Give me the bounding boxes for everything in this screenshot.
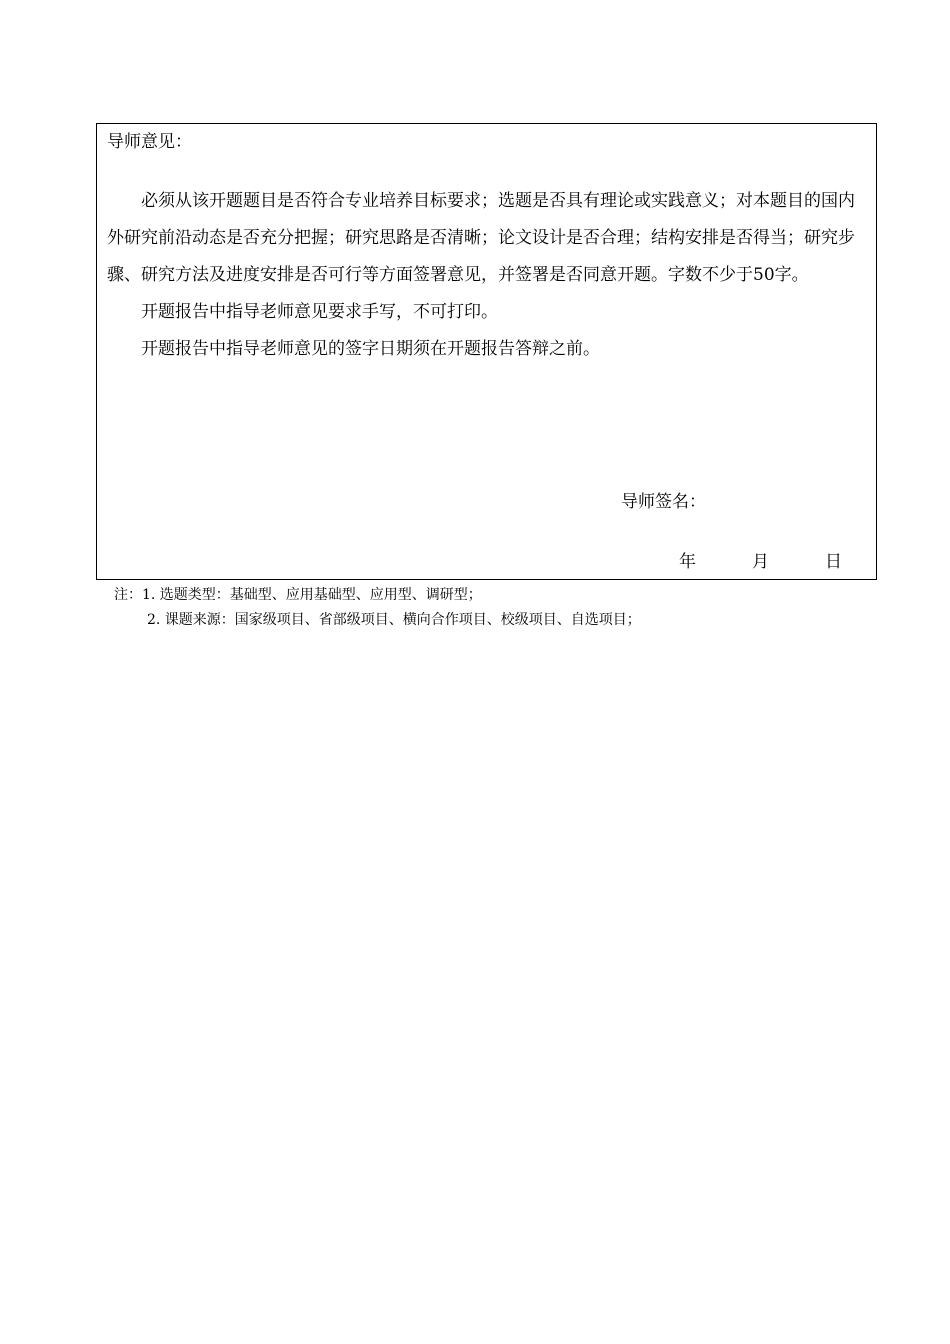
instruction-paragraph: 开题报告中指导老师意见要求手写，不可打印。 xyxy=(141,302,498,322)
instruction-paragraph: 必须从该开题题目是否符合专业培养目标要求；选题是否具有理论或实践意义；对本题目的国内外研究前沿动态是否充分把握；研究思路是否清晰；论文设计是否合理；结构安排是否得当；研究步骤、研究方法及进度安排是否可行等方面签署意见，并签署是否同意开题。字数不少于50字。 xyxy=(107,191,855,285)
instruction-paragraph: 开题报告中指导老师意见的签字日期须在开题报告答辩之前。 xyxy=(141,339,600,359)
signature-date xyxy=(679,550,842,574)
date-year-label: 年 xyxy=(679,552,696,572)
date-month-label: 月 xyxy=(752,552,769,572)
note-topic-type: 注：1. 选题类型：基础型、应用基础型、应用型、调研型； xyxy=(114,587,482,603)
advisor-signature-label: 导师签名： xyxy=(621,492,706,512)
date-day-label: 日 xyxy=(825,552,842,572)
advisor-opinion-box xyxy=(96,123,877,580)
instructions-text xyxy=(107,183,855,368)
advisor-opinion-heading: 导师意见： xyxy=(107,132,192,152)
footnotes xyxy=(114,583,641,633)
note-topic-source: 2. 课题来源：国家级项目、省部级项目、横向合作项目、校级项目、自选项目； xyxy=(147,612,641,628)
